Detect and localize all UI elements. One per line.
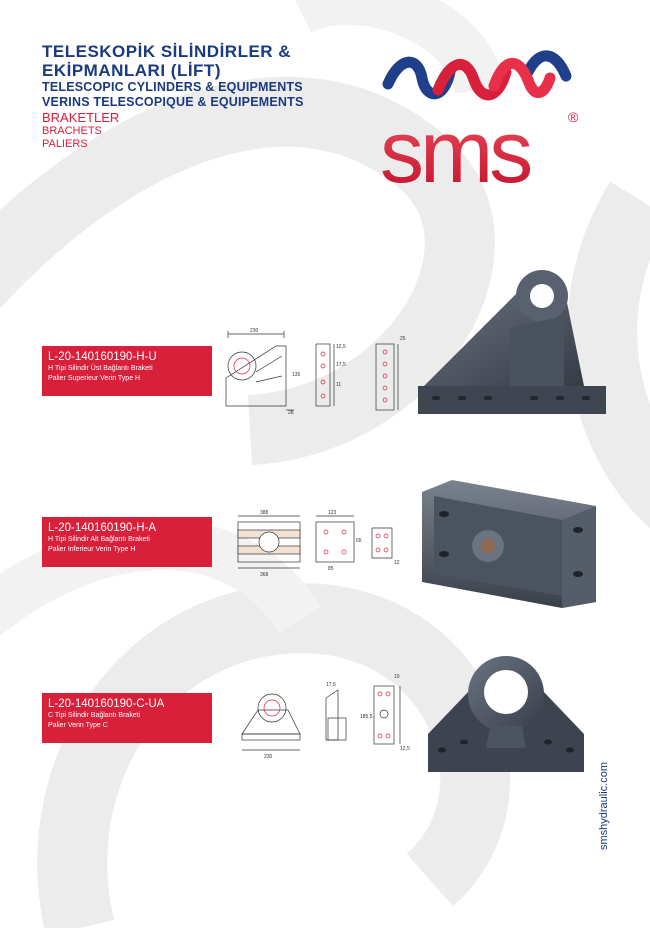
title-fr: VERINS TELESCOPIQUE & EQUIPEMENTS <box>42 95 304 109</box>
category-en: BRACHETS <box>42 125 102 137</box>
sms-logo <box>378 42 588 192</box>
logo-registered: ® <box>568 109 579 125</box>
category-tr: BRAKETLER <box>42 110 120 125</box>
dim-label: 65 <box>356 538 362 544</box>
product-desc-tr: H Tipi Silindir Alt Bağlantı Braketi <box>48 536 150 543</box>
product-code: L-20-140160190-C-UA <box>48 698 165 710</box>
dim-label: 185,5 <box>360 714 373 720</box>
product-code: L-20-140160190-H-A <box>48 522 157 534</box>
dim-label: 19 <box>394 674 400 680</box>
technical-drawing-3 <box>234 668 418 762</box>
dim-label: 368 <box>260 572 269 578</box>
dim-label: 388 <box>260 510 269 516</box>
product-label-3 <box>42 693 212 743</box>
catalog-header <box>42 42 372 151</box>
title-tr-line2: EKİPMANLARI (LİFT) <box>42 61 221 80</box>
product-code: L-20-140160190-H-U <box>48 351 157 363</box>
title-en: TELESCOPIC CYLINDERS & EQUIPMENTS <box>42 80 303 94</box>
dim-label: 85 <box>328 566 334 572</box>
title-tr-line1: TELESKOPİK SİLİNDİRLER & <box>42 42 292 61</box>
logo-text: sms <box>380 102 530 192</box>
dim-label: 12,5 <box>400 746 410 752</box>
dim-label: 123 <box>328 510 337 516</box>
dim-label: 17,5 <box>326 682 336 688</box>
product-desc-fr: Palier Superieur Verin Type H <box>48 375 141 382</box>
website-text: smshydraulic.com <box>598 761 610 850</box>
dim-label: 135 <box>292 372 301 378</box>
dim-label: 28 <box>288 410 294 416</box>
dim-label: 230 <box>250 328 259 334</box>
bracket-render-h-u <box>414 268 610 418</box>
dim-label: 25 <box>400 336 406 342</box>
product-desc-tr: H Tipi Silindir Üst Bağlantı Braketi <box>48 365 153 372</box>
dim-label: 12,5 <box>336 344 346 350</box>
bracket-render-h-a <box>412 470 608 610</box>
technical-drawing-1 <box>216 326 412 416</box>
dim-label: 17,5 <box>336 362 346 368</box>
website-link[interactable] <box>598 760 618 850</box>
bracket-render-c-ua <box>424 650 588 774</box>
product-desc-fr: Palier Verin Type C <box>48 722 108 729</box>
product-desc-fr: Palier Inferieur Verin Type H <box>48 546 136 553</box>
dim-label: 230 <box>264 754 273 760</box>
product-label-1 <box>42 346 212 396</box>
dim-label: 11 <box>336 382 342 388</box>
category-fr: PALIERS <box>42 138 88 150</box>
product-desc-tr: C Tipi Silindir Bağlantı Braketi <box>48 712 141 719</box>
technical-drawing-2 <box>232 508 410 580</box>
product-label-2 <box>42 517 212 567</box>
dim-label: 12 <box>394 560 400 566</box>
